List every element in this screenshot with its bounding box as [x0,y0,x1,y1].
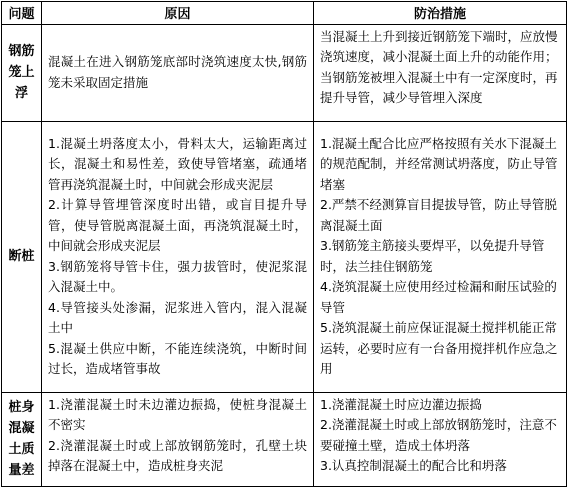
table-header-row [2,2,567,25]
cause-cell [42,121,314,392]
cause-item: 2.浇灌混凝土时或上部放钢筋笼时，孔壁土块掉落在混凝土中，造成桩身夹泥 [48,437,307,474]
measure-cell [314,392,567,486]
header-issue: 问题 [2,2,42,25]
measure-item: 3.钢筋笼主筋接头要焊平，以免提升导管时，法兰挂住钢筋笼 [320,238,545,274]
issue-cell: 桩身混凝土质量差 [2,392,42,486]
measure-item: 2.浇灌混凝土时或上部放钢筋笼时，注意不要碰撞土壁，造成土体坍落 [320,417,557,453]
cause-item: 2.计算导管埋管深度时出错，或盲目提升导管，使导管脱离混凝土面，再浇筑混凝土时，中间就会形成夹泥层 [48,197,307,254]
cause-item: 5.混凝土供应中断，不能连续浇筑，中断时间过长，造成堵管事故 [48,340,307,377]
cause-item: 1.混凝土坍落度太小，骨料太大，运输距离过长，混凝土和易性差，致使导管堵塞，疏通堵管再浇筑混凝土时，中间就会形成夹泥层 [48,135,307,192]
measure-cell [314,121,567,392]
header-measure: 防治措施 [314,2,567,25]
measure-item: 1.浇灌混凝土时应边灌边振捣 [320,396,482,412]
header-cause: 原因 [42,2,314,25]
measure-item: 2.严禁不经测算盲目提拔导管，防止导管脱离混凝土面 [320,197,557,233]
measure-item: 5.浇筑混凝土前应保证混凝土搅拌机能正常运转，必要时应有一台备用搅拌机作应急之用 [320,320,558,377]
table-row [2,24,567,121]
measure-item: 3.认真控制混凝土的配合比和坍落 [320,458,507,474]
cause-item: 混凝土在进入钢筋笼底部时浇筑速度太快,钢筋笼未采取固定措施 [48,54,307,90]
measure-item: 4.浇筑混凝土应使用经过检漏和耐压试验的导管 [320,279,557,315]
issue-cell: 断桩 [2,121,42,392]
table-row [2,392,567,486]
measure-item: 当混凝土上升到接近钢筋笼下端时，应放慢浇筑速度，减小混凝土面上升的动能作用；当钢筋笼被埋入混凝土中有一定深度时，再提升导管，减少导管埋入深度 [320,28,558,106]
cause-cell [42,392,314,486]
cause-cell [42,24,314,121]
issue-cell: 钢筋笼上浮 [2,24,42,121]
table-row [2,121,567,392]
causes-measures-table [1,1,567,487]
measure-cell [314,24,567,121]
cause-item: 4.导管接头处渗漏，泥浆进入管内，混入混凝土中 [48,299,307,336]
measure-item: 1.混凝土配合比应严格按照有关水下混凝土的规范配制，并经常测试坍落度，防止导管堵塞 [320,135,558,192]
cause-item: 3.钢筋笼将导管卡住，强力拔管时，使泥浆混入混凝土中。 [48,258,307,295]
cause-item: 1.浇灌混凝土时未边灌边振捣，使桩身混凝土不密实 [48,396,307,433]
